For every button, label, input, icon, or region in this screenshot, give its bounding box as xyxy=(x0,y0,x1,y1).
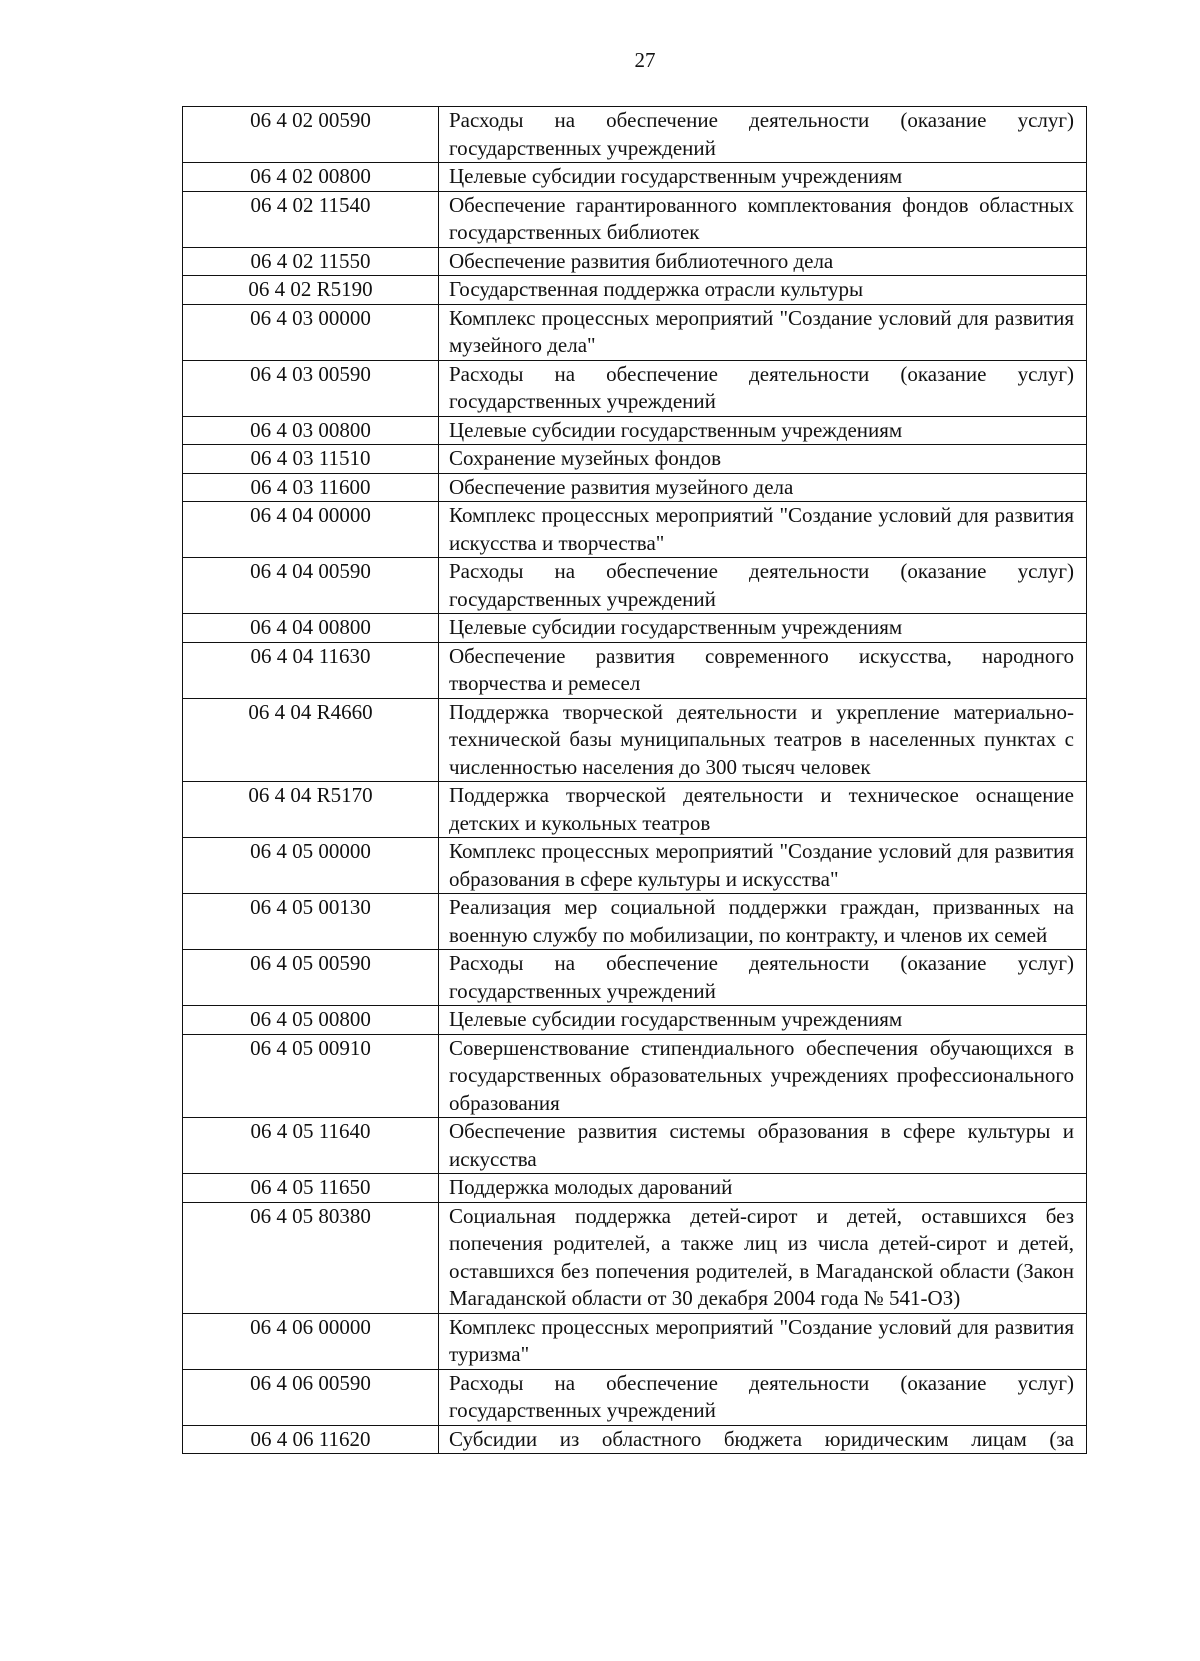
expense-description: Обеспечение развития современного искусства, народного творчества и ремесел xyxy=(439,642,1087,698)
table-body xyxy=(183,107,1087,1454)
classification-code: 06 4 04 00800 xyxy=(183,614,439,643)
expense-description: Социальная поддержка детей-сирот и детей, оставшихся без попечения родителей, а также лиц из числа детей-сирот и детей, оставшихся без попечения родителей, в Магаданской области (Закон Магаданской области от 30 декабря 2004 года № 541-ОЗ) xyxy=(439,1202,1087,1313)
expense-description: Субсидии из областного бюджета юридическим лицам (за xyxy=(439,1425,1087,1454)
expense-description: Поддержка творческой деятельности и укрепление материально-технической базы муниципальных театров в населенных пунктах с численностью населения до 300 тысяч человек xyxy=(439,698,1087,782)
expense-description: Комплекс процессных мероприятий "Создание условий для развития туризма" xyxy=(439,1313,1087,1369)
classification-code: 06 4 02 R5190 xyxy=(183,276,439,305)
table-row xyxy=(183,1202,1087,1313)
table-row xyxy=(183,473,1087,502)
expense-description: Целевые субсидии государственным учреждениям xyxy=(439,1006,1087,1035)
classification-code: 06 4 05 80380 xyxy=(183,1202,439,1313)
table-row xyxy=(183,1425,1087,1454)
table-row xyxy=(183,1174,1087,1203)
table-row xyxy=(183,107,1087,163)
expense-description: Целевые субсидии государственным учреждениям xyxy=(439,614,1087,643)
classification-code: 06 4 06 11620 xyxy=(183,1425,439,1454)
expense-description: Целевые субсидии государственным учреждениям xyxy=(439,163,1087,192)
classification-code: 06 4 04 R5170 xyxy=(183,782,439,838)
classification-code: 06 4 03 11600 xyxy=(183,473,439,502)
table-row xyxy=(183,247,1087,276)
table-row xyxy=(183,360,1087,416)
classification-code: 06 4 03 00590 xyxy=(183,360,439,416)
table-row xyxy=(183,191,1087,247)
classification-code: 06 4 03 11510 xyxy=(183,445,439,474)
table-row xyxy=(183,1369,1087,1425)
classification-code: 06 4 05 00910 xyxy=(183,1034,439,1118)
classification-code: 06 4 04 00590 xyxy=(183,558,439,614)
page-number: 27 xyxy=(634,48,656,72)
expense-description: Обеспечение развития библиотечного дела xyxy=(439,247,1087,276)
classification-code: 06 4 05 00000 xyxy=(183,838,439,894)
classification-code: 06 4 05 11640 xyxy=(183,1118,439,1174)
classification-code: 06 4 05 11650 xyxy=(183,1174,439,1203)
expense-description: Расходы на обеспечение деятельности (оказание услуг) государственных учреждений xyxy=(439,360,1087,416)
expense-description: Обеспечение развития системы образования в сфере культуры и искусства xyxy=(439,1118,1087,1174)
classification-code: 06 4 03 00800 xyxy=(183,416,439,445)
classification-code: 06 4 02 00800 xyxy=(183,163,439,192)
expense-description: Комплекс процессных мероприятий "Создание условий для развития музейного дела" xyxy=(439,304,1087,360)
table-row xyxy=(183,698,1087,782)
classification-code: 06 4 02 11540 xyxy=(183,191,439,247)
table-row xyxy=(183,614,1087,643)
table-row xyxy=(183,642,1087,698)
classification-code: 06 4 03 00000 xyxy=(183,304,439,360)
expense-description: Целевые субсидии государственным учреждениям xyxy=(439,416,1087,445)
expense-description: Обеспечение развития музейного дела xyxy=(439,473,1087,502)
classification-code: 06 4 06 00000 xyxy=(183,1313,439,1369)
table-row xyxy=(183,558,1087,614)
expense-description: Расходы на обеспечение деятельности (оказание услуг) государственных учреждений xyxy=(439,1369,1087,1425)
table-row xyxy=(183,416,1087,445)
table-row xyxy=(183,950,1087,1006)
classification-code: 06 4 04 R4660 xyxy=(183,698,439,782)
table-row xyxy=(183,1034,1087,1118)
expense-description: Комплекс процессных мероприятий "Создание условий для развития искусства и творчества" xyxy=(439,502,1087,558)
expense-description: Сохранение музейных фондов xyxy=(439,445,1087,474)
expense-description: Расходы на обеспечение деятельности (оказание услуг) государственных учреждений xyxy=(439,558,1087,614)
table-row xyxy=(183,782,1087,838)
expense-description: Государственная поддержка отрасли культуры xyxy=(439,276,1087,305)
expense-description: Совершенствование стипендиального обеспечения обучающихся в государственных образовательных учреждениях профессионального образования xyxy=(439,1034,1087,1118)
expense-description: Обеспечение гарантированного комплектования фондов областных государственных библиотек xyxy=(439,191,1087,247)
table-row xyxy=(183,304,1087,360)
classification-code: 06 4 05 00590 xyxy=(183,950,439,1006)
table-row xyxy=(183,502,1087,558)
expense-description: Поддержка молодых дарований xyxy=(439,1174,1087,1203)
table-row xyxy=(183,163,1087,192)
expense-description: Расходы на обеспечение деятельности (оказание услуг) государственных учреждений xyxy=(439,950,1087,1006)
classification-code: 06 4 05 00130 xyxy=(183,894,439,950)
classification-code: 06 4 04 11630 xyxy=(183,642,439,698)
table-row xyxy=(183,1006,1087,1035)
expense-description: Комплекс процессных мероприятий "Создание условий для развития образования в сфере культуры и искусства" xyxy=(439,838,1087,894)
classification-code: 06 4 05 00800 xyxy=(183,1006,439,1035)
table-row xyxy=(183,838,1087,894)
table-row xyxy=(183,1118,1087,1174)
expense-description: Поддержка творческой деятельности и техническое оснащение детских и кукольных театров xyxy=(439,782,1087,838)
budget-classification-table xyxy=(182,106,1087,1454)
table-row xyxy=(183,894,1087,950)
classification-code: 06 4 06 00590 xyxy=(183,1369,439,1425)
classification-code: 06 4 02 11550 xyxy=(183,247,439,276)
table-row xyxy=(183,445,1087,474)
classification-code: 06 4 02 00590 xyxy=(183,107,439,163)
expense-description: Расходы на обеспечение деятельности (оказание услуг) государственных учреждений xyxy=(439,107,1087,163)
expense-description: Реализация мер социальной поддержки граждан, призванных на военную службу по мобилизации, по контракту, и членов их семей xyxy=(439,894,1087,950)
table-row xyxy=(183,1313,1087,1369)
table-row xyxy=(183,276,1087,305)
classification-code: 06 4 04 00000 xyxy=(183,502,439,558)
